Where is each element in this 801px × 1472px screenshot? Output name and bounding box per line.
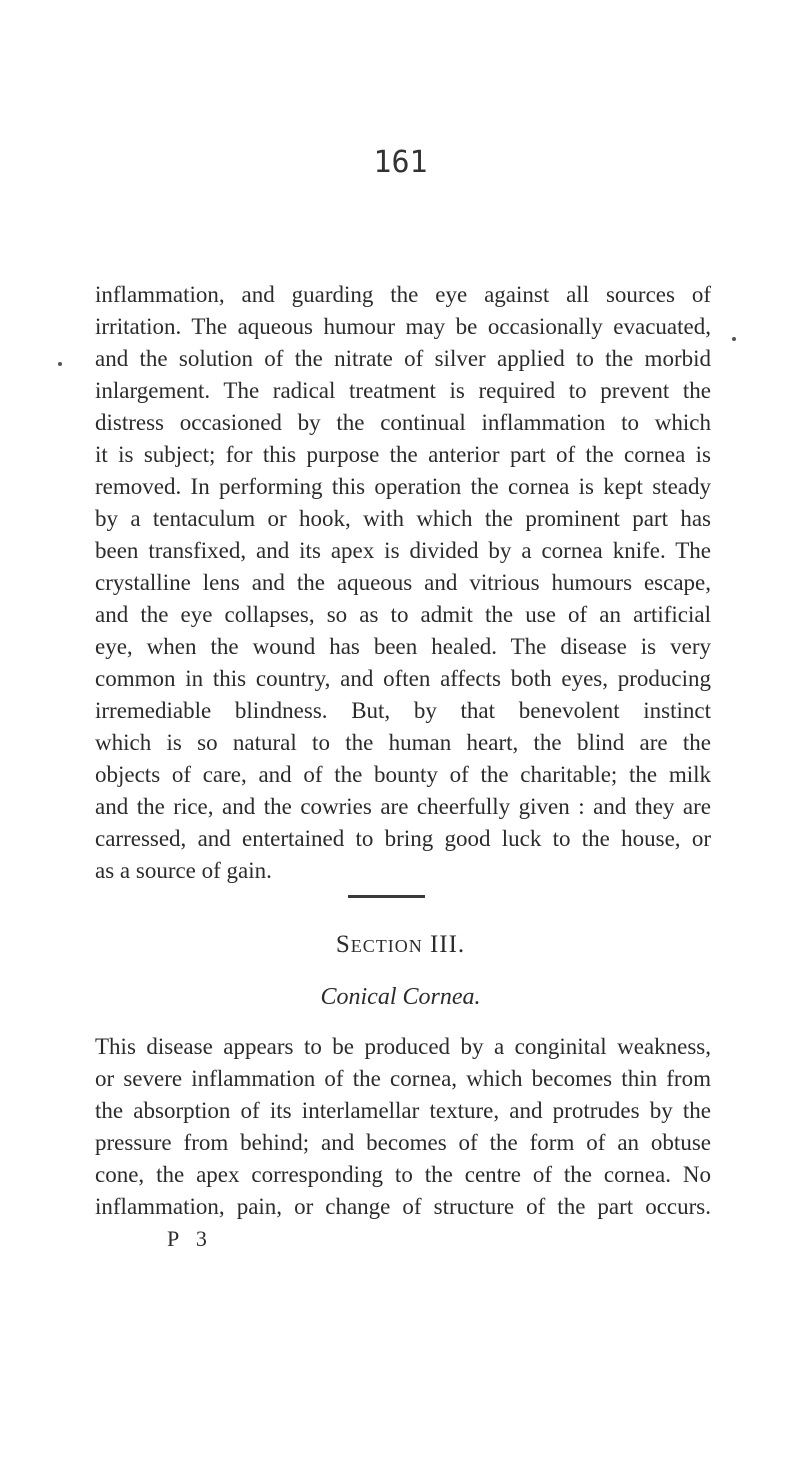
text-line: as a source of gain. (95, 858, 272, 883)
text-line: been transfixed, and its apex is divided by a cornea knife. The (95, 538, 711, 563)
text-line: and the solution of the nitrate of silver applied to the morbid (95, 346, 711, 371)
text-line: or severe inflammation of the cornea, which becomes thin from (95, 1066, 711, 1091)
text-line: irritation. The aqueous humour may be occasionally evacuated, (95, 314, 711, 339)
text-line: crystalline lens and the aqueous and vitrious humours escape, (95, 570, 711, 595)
text-line: distress occasioned by the continual inflammation to which (95, 410, 711, 435)
text-line: it is subject; for this purpose the anterior part of the cornea is (95, 442, 711, 467)
text-line: inlargement. The radical treatment is required to prevent the (95, 378, 711, 403)
margin-mark (732, 337, 736, 341)
section-subtitle: Conical Cornea. (320, 984, 481, 1010)
text-line: cone, the apex corresponding to the centre of the cornea. No (95, 1162, 711, 1187)
text-line: inflammation, and guarding the eye against all sources of (95, 282, 711, 307)
signature-mark: P 3 (167, 1226, 213, 1251)
text-line: inflammation, pain, or change of structure of the part occurs. (95, 1194, 711, 1219)
text-line: and the eye collapses, so as to admit the use of an artificial (95, 602, 711, 627)
text-line: common in this country, and often affects both eyes, producing (95, 666, 711, 691)
text-line: pressure from behind; and becomes of the form of an obtuse (95, 1130, 711, 1155)
text-line: objects of care, and of the bounty of the charitable; the milk (95, 762, 711, 787)
text-line: irremediable blindness. But, by that benevolent instinct (95, 698, 711, 723)
section-title: Section III. (335, 931, 466, 958)
text-line: by a tentaculum or hook, with which the prominent part has (95, 506, 711, 531)
margin-mark (58, 362, 62, 366)
text-line: carressed, and entertained to bring good luck to the house, or (95, 826, 711, 851)
section-divider (348, 895, 425, 898)
text-line: and the rice, and the cowries are cheerfully given : and they are (95, 794, 711, 819)
text-line: removed. In performing this operation the cornea is kept steady (95, 474, 711, 499)
text-line: This disease appears to be produced by a conginital weakness, (95, 1034, 711, 1059)
text-line: which is so natural to the human heart, the blind are the (95, 730, 711, 755)
text-line: the absorption of its interlamellar texture, and protrudes by the (95, 1098, 711, 1123)
text-line: eye, when the wound has been healed. The disease is very (95, 634, 711, 659)
page-number: 161 (373, 145, 428, 180)
